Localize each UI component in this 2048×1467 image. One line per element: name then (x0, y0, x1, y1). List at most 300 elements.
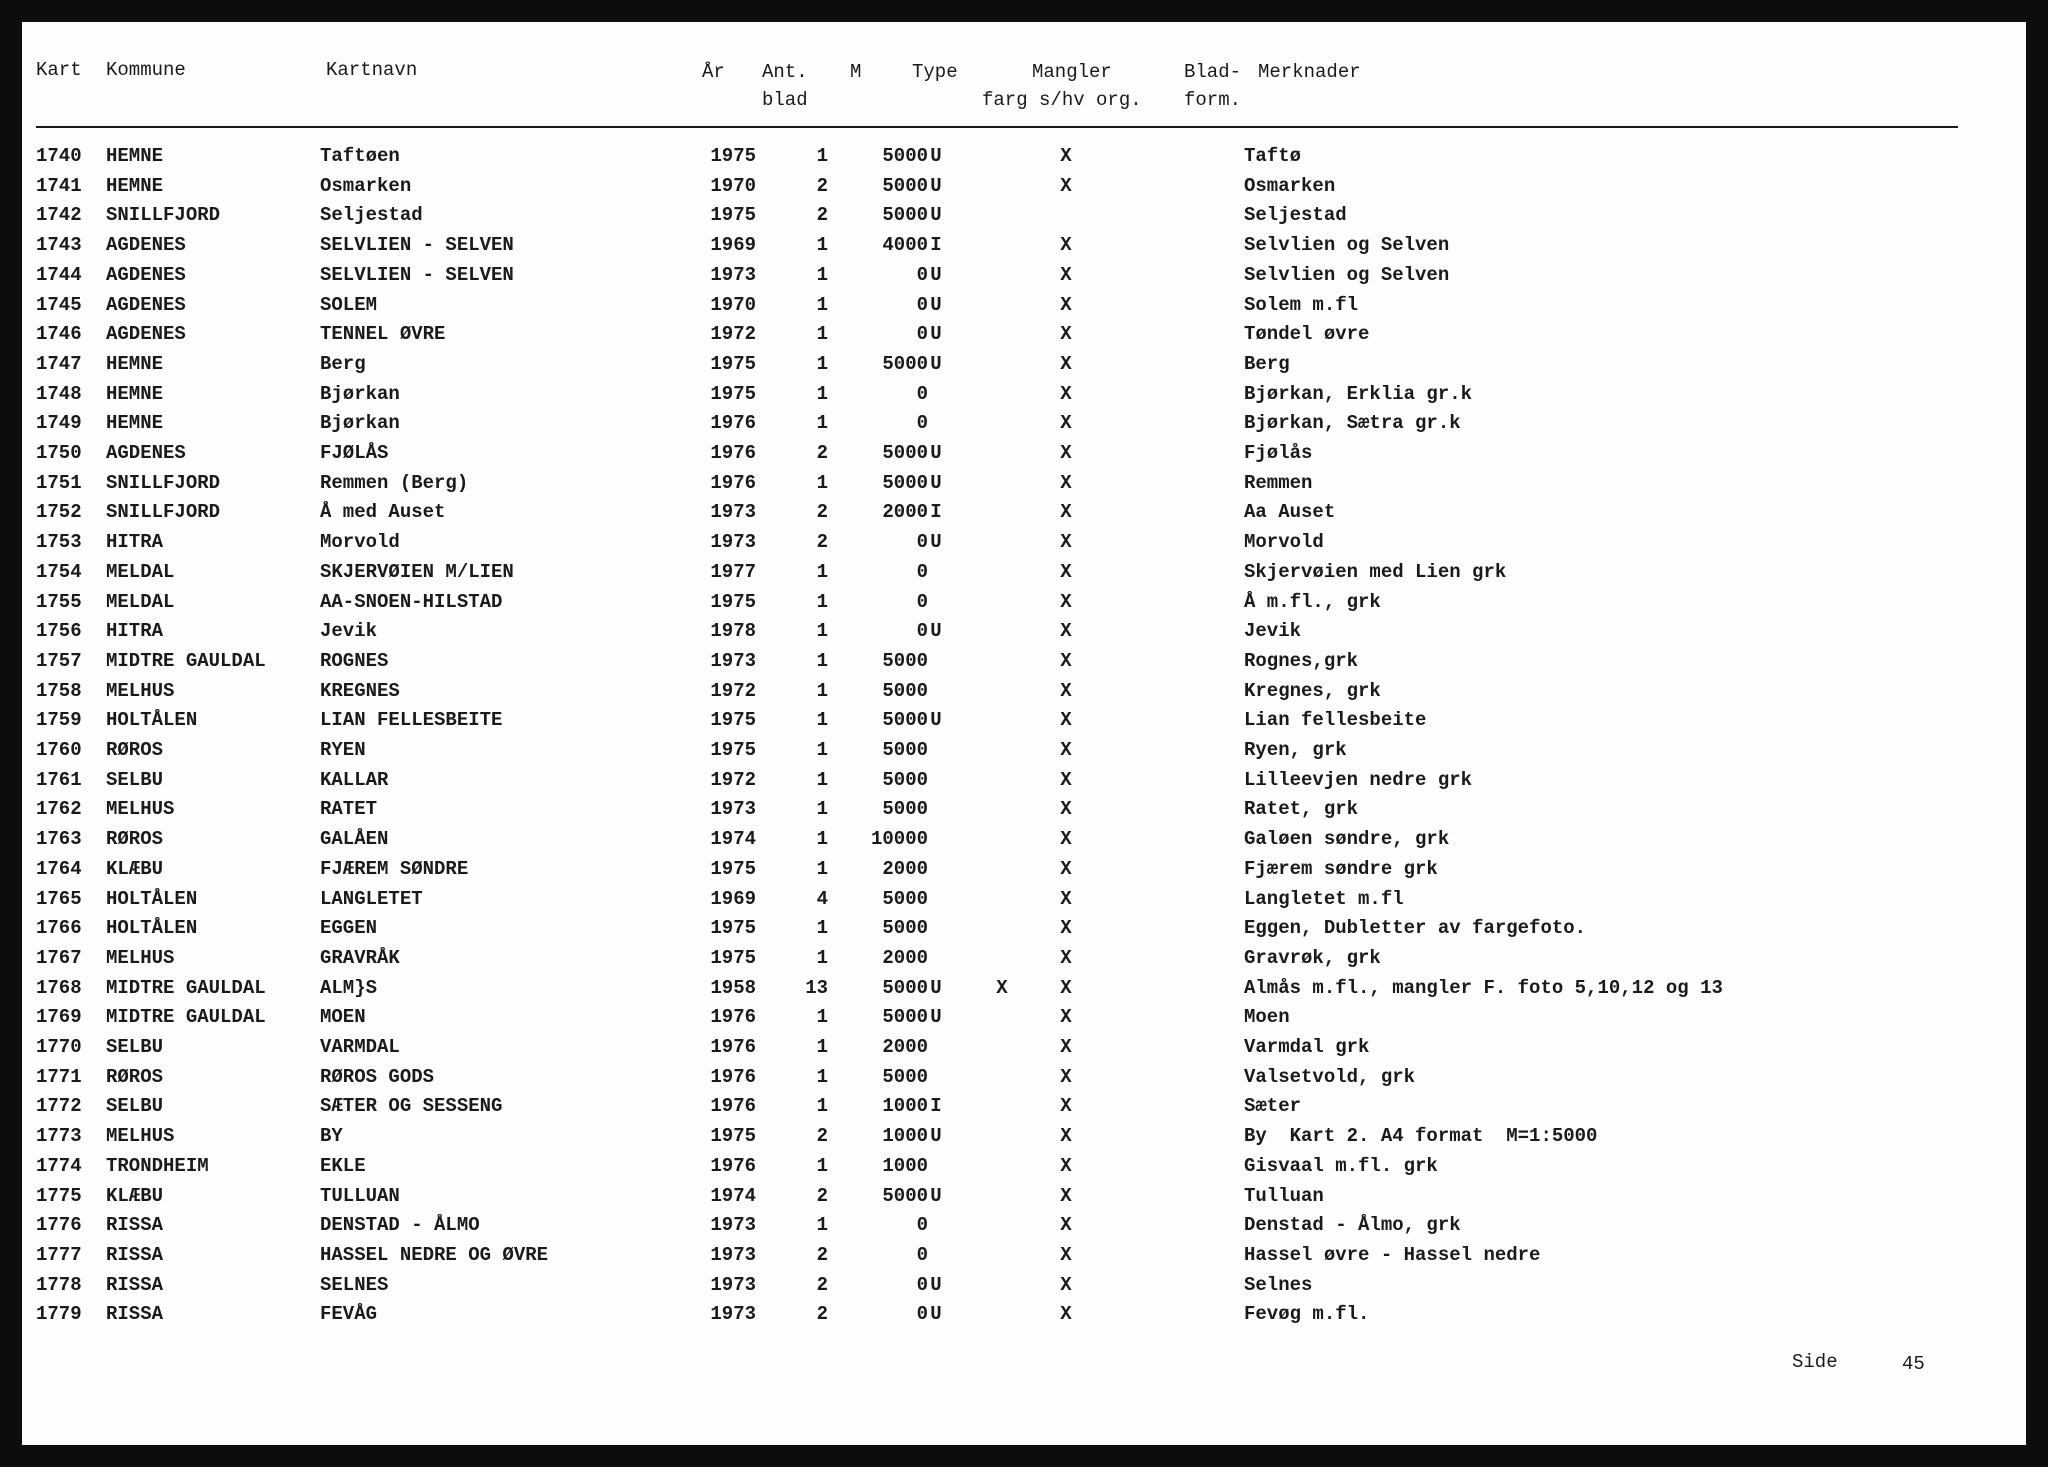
header-ant: Ant. (762, 61, 808, 83)
cell-m: 0 (916, 294, 928, 316)
cell-ant: 1 (816, 680, 828, 702)
cell-merknader: Gravrøk, grk (1244, 947, 1381, 969)
cell-kommune: HEMNE (106, 145, 164, 167)
cell-merknader: Langletet m.fl (1244, 888, 1404, 910)
cell-kart: 1762 (36, 798, 82, 820)
cell-kommune: MELHUS (106, 680, 175, 702)
cell-kart: 1754 (36, 561, 82, 583)
cell-kartnavn: BY (320, 1125, 343, 1147)
cell-ant: 1 (816, 650, 828, 672)
header-kommune: Kommune (106, 59, 186, 81)
cell-kartnavn: AA-SNOEN-HILSTAD (320, 591, 503, 613)
cell-merknader: Aa Auset (1244, 501, 1336, 523)
cell-merknader: Bjørkan, Sætra gr.k (1244, 412, 1461, 434)
cell-aar: 1976 (710, 1006, 756, 1028)
cell-shv: X (1060, 858, 1072, 880)
cell-kart: 1775 (36, 1185, 82, 1207)
cell-kart: 1765 (36, 888, 82, 910)
cell-kartnavn: SELNES (320, 1274, 389, 1296)
cell-ant: 1 (816, 323, 828, 345)
cell-kartnavn: ALM}S (320, 977, 378, 999)
cell-kartnavn: Berg (320, 353, 366, 375)
cell-aar: 1976 (710, 1155, 756, 1177)
cell-ant: 2 (816, 531, 828, 553)
cell-kommune: RISSA (106, 1244, 164, 1266)
cell-kart: 1748 (36, 383, 82, 405)
cell-aar: 1973 (710, 531, 756, 553)
cell-kart: 1746 (36, 323, 82, 345)
cell-kart: 1744 (36, 264, 82, 286)
cell-kart: 1740 (36, 145, 82, 167)
cell-ant: 1 (816, 145, 828, 167)
cell-kartnavn: EGGEN (320, 917, 378, 939)
cell-shv: X (1060, 680, 1072, 702)
cell-shv: X (1060, 1006, 1072, 1028)
cell-merknader: Tulluan (1244, 1185, 1324, 1207)
cell-kommune: MELHUS (106, 798, 175, 820)
cell-farg: X (996, 977, 1008, 999)
cell-m: 5000 (882, 145, 928, 167)
cell-shv: X (1060, 1125, 1072, 1147)
cell-kommune: MIDTRE GAULDAL (106, 1006, 266, 1028)
header-type: Type (912, 61, 958, 83)
cell-kommune: HOLTÅLEN (106, 888, 198, 910)
cell-kart: 1759 (36, 709, 82, 731)
cell-aar: 1975 (710, 204, 756, 226)
cell-merknader: Denstad - Ålmo, grk (1244, 1214, 1461, 1236)
cell-aar: 1973 (710, 264, 756, 286)
cell-merknader: Valsetvold, grk (1244, 1066, 1416, 1088)
cell-kommune: AGDENES (106, 234, 186, 256)
cell-shv: X (1060, 1303, 1072, 1325)
cell-kartnavn: LIAN FELLESBEITE (320, 709, 503, 731)
cell-merknader: Selvlien og Selven (1244, 264, 1450, 286)
cell-kart: 1760 (36, 739, 82, 761)
cell-kartnavn: ROGNES (320, 650, 389, 672)
cell-ant: 1 (816, 828, 828, 850)
cell-m: 5000 (882, 798, 928, 820)
cell-kart: 1776 (36, 1214, 82, 1236)
cell-kartnavn: KALLAR (320, 769, 389, 791)
cell-m: 0 (916, 1303, 928, 1325)
cell-m: 0 (916, 620, 928, 642)
cell-m: 5000 (882, 442, 928, 464)
cell-kartnavn: Osmarken (320, 175, 412, 197)
cell-merknader: Fjølås (1244, 442, 1313, 464)
cell-m: 10000 (870, 828, 928, 850)
cell-aar: 1972 (710, 680, 756, 702)
header-mangler: Mangler (1032, 61, 1112, 83)
cell-merknader: Selnes (1244, 1274, 1313, 1296)
header-aar: År (702, 61, 725, 83)
cell-shv: X (1060, 234, 1072, 256)
cell-merknader: Lilleevjen nedre grk (1244, 769, 1473, 791)
cell-aar: 1976 (710, 412, 756, 434)
cell-type: U (930, 709, 942, 731)
cell-type: I (930, 234, 942, 256)
cell-merknader: Selvlien og Selven (1244, 234, 1450, 256)
cell-kommune: HOLTÅLEN (106, 917, 198, 939)
cell-merknader: Fevøg m.fl. (1244, 1303, 1370, 1325)
cell-kart: 1751 (36, 472, 82, 494)
cell-m: 0 (916, 1244, 928, 1266)
cell-ant: 2 (816, 204, 828, 226)
cell-shv: X (1060, 472, 1072, 494)
cell-kommune: MIDTRE GAULDAL (106, 650, 266, 672)
cell-ant: 2 (816, 175, 828, 197)
cell-m: 2000 (882, 947, 928, 969)
cell-aar: 1973 (710, 501, 756, 523)
cell-kommune: HEMNE (106, 353, 164, 375)
cell-kart: 1768 (36, 977, 82, 999)
cell-kartnavn: SÆTER OG SESSENG (320, 1095, 503, 1117)
cell-type: U (930, 1006, 942, 1028)
cell-ant: 1 (816, 947, 828, 969)
cell-shv: X (1060, 175, 1072, 197)
cell-m: 5000 (882, 1185, 928, 1207)
cell-type: U (930, 1125, 942, 1147)
cell-m: 5000 (882, 175, 928, 197)
cell-kommune: KLÆBU (106, 1185, 164, 1207)
cell-ant: 1 (816, 917, 828, 939)
cell-kart: 1750 (36, 442, 82, 464)
cell-shv: X (1060, 353, 1072, 375)
cell-ant: 1 (816, 234, 828, 256)
cell-ant: 1 (816, 561, 828, 583)
cell-kartnavn: Taftøen (320, 145, 400, 167)
cell-merknader: Taftø (1244, 145, 1302, 167)
cell-type: U (930, 353, 942, 375)
cell-merknader: Bjørkan, Erklia gr.k (1244, 383, 1473, 405)
cell-kart: 1777 (36, 1244, 82, 1266)
cell-merknader: Ratet, grk (1244, 798, 1359, 820)
cell-aar: 1974 (710, 1185, 756, 1207)
cell-m: 2000 (882, 858, 928, 880)
cell-kommune: MELHUS (106, 947, 175, 969)
cell-shv: X (1060, 294, 1072, 316)
cell-ant: 2 (816, 1125, 828, 1147)
cell-ant: 2 (816, 1274, 828, 1296)
cell-type: U (930, 204, 942, 226)
cell-aar: 1976 (710, 1066, 756, 1088)
cell-kart: 1753 (36, 531, 82, 553)
cell-type: I (930, 501, 942, 523)
cell-aar: 1975 (710, 917, 756, 939)
cell-kart: 1757 (36, 650, 82, 672)
cell-ant: 2 (816, 1185, 828, 1207)
cell-ant: 1 (816, 412, 828, 434)
cell-aar: 1972 (710, 323, 756, 345)
cell-shv: X (1060, 828, 1072, 850)
cell-shv: X (1060, 145, 1072, 167)
cell-kartnavn: LANGLETET (320, 888, 423, 910)
cell-type: U (930, 472, 942, 494)
header-mangler-sub: farg s/hv org. (982, 89, 1142, 111)
cell-aar: 1973 (710, 1244, 756, 1266)
cell-ant: 1 (816, 353, 828, 375)
cell-merknader: Tøndel øvre (1244, 323, 1370, 345)
cell-kartnavn: DENSTAD - ÅLMO (320, 1214, 480, 1236)
cell-kommune: RØROS (106, 739, 164, 761)
cell-kommune: HEMNE (106, 412, 164, 434)
cell-m: 0 (916, 591, 928, 613)
cell-aar: 1975 (710, 145, 756, 167)
cell-ant: 1 (816, 1155, 828, 1177)
cell-kartnavn: VARMDAL (320, 1036, 400, 1058)
cell-kommune: RISSA (106, 1303, 164, 1325)
cell-aar: 1976 (710, 472, 756, 494)
cell-shv: X (1060, 1185, 1072, 1207)
cell-m: 5000 (882, 917, 928, 939)
cell-ant: 1 (816, 769, 828, 791)
cell-ant: 2 (816, 442, 828, 464)
cell-m: 1000 (882, 1095, 928, 1117)
cell-kart: 1758 (36, 680, 82, 702)
cell-ant: 1 (816, 383, 828, 405)
cell-kart: 1752 (36, 501, 82, 523)
cell-merknader: Kregnes, grk (1244, 680, 1381, 702)
cell-aar: 1975 (710, 947, 756, 969)
cell-kart: 1771 (36, 1066, 82, 1088)
cell-kart: 1763 (36, 828, 82, 850)
header-blad: blad (762, 89, 808, 111)
cell-merknader: Osmarken (1244, 175, 1336, 197)
cell-kartnavn: HASSEL NEDRE OG ØVRE (320, 1244, 549, 1266)
cell-aar: 1958 (710, 977, 756, 999)
header-blad-form: Blad- (1184, 61, 1242, 83)
cell-shv: X (1060, 501, 1072, 523)
cell-m: 5000 (882, 204, 928, 226)
cell-kart: 1742 (36, 204, 82, 226)
cell-m: 1000 (882, 1125, 928, 1147)
cell-shv: X (1060, 739, 1072, 761)
cell-ant: 2 (816, 1244, 828, 1266)
cell-kartnavn: Å med Auset (320, 501, 446, 523)
cell-kartnavn: Bjørkan (320, 412, 400, 434)
cell-merknader: Solem m.fl (1244, 294, 1359, 316)
cell-ant: 1 (816, 472, 828, 494)
cell-shv: X (1060, 709, 1072, 731)
cell-ant: 1 (816, 1066, 828, 1088)
cell-type: I (930, 1095, 942, 1117)
cell-kartnavn: RØROS GODS (320, 1066, 435, 1088)
cell-aar: 1973 (710, 1214, 756, 1236)
cell-type: U (930, 323, 942, 345)
cell-m: 5000 (882, 650, 928, 672)
cell-ant: 1 (816, 620, 828, 642)
cell-type: U (930, 175, 942, 197)
cell-ant: 4 (816, 888, 828, 910)
cell-kommune: MELDAL (106, 561, 175, 583)
cell-merknader: Seljestad (1244, 204, 1347, 226)
cell-kart: 1778 (36, 1274, 82, 1296)
cell-m: 5000 (882, 472, 928, 494)
cell-kart: 1767 (36, 947, 82, 969)
cell-m: 0 (916, 1214, 928, 1236)
cell-aar: 1976 (710, 1095, 756, 1117)
cell-aar: 1976 (710, 442, 756, 464)
cell-shv: X (1060, 650, 1072, 672)
cell-shv: X (1060, 1095, 1072, 1117)
cell-shv: X (1060, 1155, 1072, 1177)
cell-m: 0 (916, 323, 928, 345)
header-merknader: Merknader (1258, 61, 1361, 83)
cell-shv: X (1060, 383, 1072, 405)
cell-kartnavn: TENNEL ØVRE (320, 323, 446, 345)
cell-m: 2000 (882, 501, 928, 523)
cell-kartnavn: SKJERVØIEN M/LIEN (320, 561, 514, 583)
cell-aar: 1975 (710, 709, 756, 731)
cell-kommune: AGDENES (106, 323, 186, 345)
cell-kommune: AGDENES (106, 264, 186, 286)
cell-shv: X (1060, 798, 1072, 820)
cell-aar: 1975 (710, 739, 756, 761)
cell-m: 5000 (882, 739, 928, 761)
cell-kartnavn: SOLEM (320, 294, 378, 316)
cell-m: 5000 (882, 1006, 928, 1028)
cell-kartnavn: FJÆREM SØNDRE (320, 858, 469, 880)
cell-type: U (930, 977, 942, 999)
cell-kommune: RØROS (106, 1066, 164, 1088)
cell-merknader: Ryen, grk (1244, 739, 1347, 761)
cell-ant: 1 (816, 1036, 828, 1058)
cell-kommune: SNILLFJORD (106, 501, 221, 523)
cell-m: 0 (916, 383, 928, 405)
cell-m: 0 (916, 531, 928, 553)
cell-m: 5000 (882, 353, 928, 375)
cell-m: 0 (916, 1274, 928, 1296)
cell-merknader: Rognes,grk (1244, 650, 1359, 672)
cell-type: U (930, 1274, 942, 1296)
cell-ant: 1 (816, 739, 828, 761)
cell-kartnavn: Bjørkan (320, 383, 400, 405)
cell-type: U (930, 620, 942, 642)
cell-ant: 1 (816, 264, 828, 286)
header-rule (36, 126, 1958, 128)
cell-kart: 1741 (36, 175, 82, 197)
cell-aar: 1977 (710, 561, 756, 583)
cell-aar: 1974 (710, 828, 756, 850)
cell-type: U (930, 1303, 942, 1325)
cell-merknader: Skjervøien med Lien grk (1244, 561, 1507, 583)
cell-kartnavn: Jevik (320, 620, 378, 642)
cell-kartnavn: GRAVRÅK (320, 947, 400, 969)
cell-shv: X (1060, 917, 1072, 939)
cell-shv: X (1060, 591, 1072, 613)
cell-shv: X (1060, 769, 1072, 791)
cell-kart: 1756 (36, 620, 82, 642)
cell-merknader: Fjærem søndre grk (1244, 858, 1438, 880)
header-kart: Kart (36, 59, 82, 81)
cell-kart: 1745 (36, 294, 82, 316)
cell-m: 0 (916, 264, 928, 286)
cell-aar: 1978 (710, 620, 756, 642)
cell-ant: 1 (816, 1006, 828, 1028)
cell-m: 4000 (882, 234, 928, 256)
cell-merknader: Hassel øvre - Hassel nedre (1244, 1244, 1541, 1266)
cell-shv: X (1060, 888, 1072, 910)
cell-aar: 1973 (710, 650, 756, 672)
cell-shv: X (1060, 561, 1072, 583)
cell-m: 5000 (882, 680, 928, 702)
cell-kommune: RISSA (106, 1214, 164, 1236)
cell-type: U (930, 145, 942, 167)
cell-kart: 1772 (36, 1095, 82, 1117)
cell-kart: 1779 (36, 1303, 82, 1325)
cell-aar: 1973 (710, 1274, 756, 1296)
cell-shv: X (1060, 620, 1072, 642)
cell-shv: X (1060, 531, 1072, 553)
cell-m: 5000 (882, 769, 928, 791)
cell-type: U (930, 294, 942, 316)
cell-m: 5000 (882, 977, 928, 999)
cell-ant: 1 (816, 294, 828, 316)
cell-m: 2000 (882, 1036, 928, 1058)
cell-merknader: Å m.fl., grk (1244, 591, 1381, 613)
cell-merknader: By Kart 2. A4 format M=1:5000 (1244, 1125, 1598, 1147)
cell-kommune: MELDAL (106, 591, 175, 613)
cell-kart: 1755 (36, 591, 82, 613)
cell-kart: 1764 (36, 858, 82, 880)
cell-kommune: SELBU (106, 1036, 164, 1058)
cell-type: U (930, 442, 942, 464)
cell-merknader: Moen (1244, 1006, 1290, 1028)
cell-aar: 1976 (710, 1036, 756, 1058)
cell-merknader: Lian fellesbeite (1244, 709, 1427, 731)
cell-aar: 1975 (710, 353, 756, 375)
cell-shv: X (1060, 442, 1072, 464)
header-m: M (850, 61, 862, 83)
cell-aar: 1975 (710, 1125, 756, 1147)
cell-kommune: SNILLFJORD (106, 472, 221, 494)
cell-kommune: RØROS (106, 828, 164, 850)
cell-kartnavn: Morvold (320, 531, 400, 553)
cell-kartnavn: EKLE (320, 1155, 366, 1177)
cell-kartnavn: Remmen (Berg) (320, 472, 469, 494)
cell-kommune: HOLTÅLEN (106, 709, 198, 731)
cell-kartnavn: RYEN (320, 739, 366, 761)
cell-shv: X (1060, 947, 1072, 969)
cell-kart: 1766 (36, 917, 82, 939)
cell-kartnavn: Seljestad (320, 204, 423, 226)
cell-kartnavn: SELVLIEN - SELVEN (320, 234, 514, 256)
cell-aar: 1969 (710, 234, 756, 256)
document-page (22, 22, 2026, 1445)
cell-aar: 1975 (710, 591, 756, 613)
cell-m: 0 (916, 561, 928, 583)
footer-side-label: Side (1792, 1351, 1838, 1373)
cell-merknader: Remmen (1244, 472, 1313, 494)
cell-ant: 13 (805, 977, 828, 999)
cell-kommune: SELBU (106, 769, 164, 791)
cell-kart: 1743 (36, 234, 82, 256)
cell-kart: 1747 (36, 353, 82, 375)
cell-shv: X (1060, 1066, 1072, 1088)
cell-ant: 2 (816, 501, 828, 523)
cell-kartnavn: KREGNES (320, 680, 400, 702)
cell-m: 5000 (882, 1066, 928, 1088)
cell-aar: 1970 (710, 175, 756, 197)
cell-m: 1000 (882, 1155, 928, 1177)
header-blad-form-sub: form. (1184, 89, 1242, 111)
cell-kommune: RISSA (106, 1274, 164, 1296)
cell-kommune: AGDENES (106, 294, 186, 316)
cell-ant: 1 (816, 858, 828, 880)
cell-kart: 1769 (36, 1006, 82, 1028)
cell-kommune: MIDTRE GAULDAL (106, 977, 266, 999)
cell-kommune: HEMNE (106, 175, 164, 197)
cell-m: 5000 (882, 888, 928, 910)
